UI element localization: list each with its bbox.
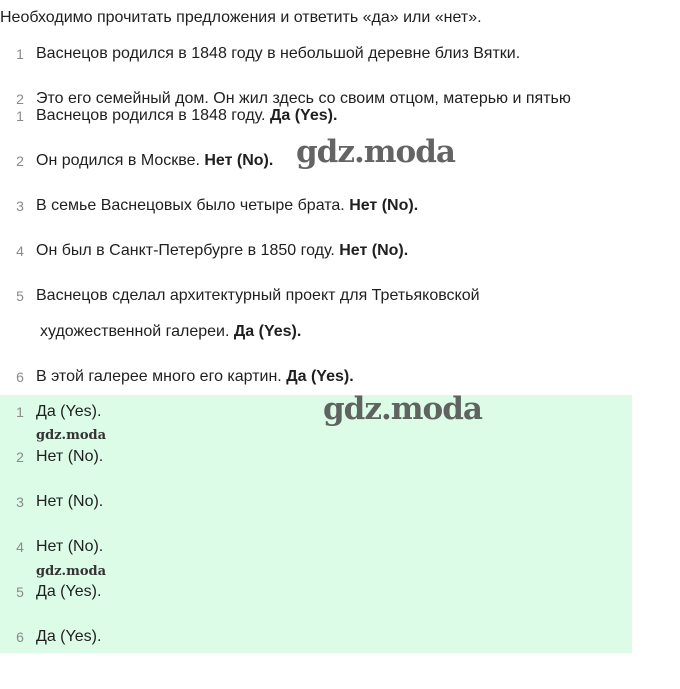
statement-text: В семье Васнецовых было четыре брата. [36, 197, 345, 214]
answer-text: Нет (No). [36, 493, 104, 510]
answer-text: Нет (No). [36, 448, 104, 465]
line-number: 1 [16, 46, 24, 62]
answer-text: Да (Yes). [286, 368, 354, 385]
statement-text: Он родился в Москве. [36, 152, 200, 169]
instruction: Необходимо прочитать предложения и ответить «да» или «нет». [0, 9, 482, 26]
statement-text: Васнецов сделал архитектурный проект для Третьяковской [36, 287, 480, 304]
watermark-logo: gdz.moda [323, 391, 482, 427]
line-number: 1 [16, 404, 24, 420]
line-number: 5 [16, 288, 24, 304]
statement-text: художественной галереи. [40, 323, 230, 340]
answer-text: Да (Yes). [36, 628, 102, 645]
line-number: 3 [16, 198, 24, 214]
statement-text: В этой галерее много его картин. [36, 368, 282, 385]
answer-full-item-5-continuation [40, 321, 301, 343]
line-number: 5 [16, 584, 24, 600]
line-number: 3 [16, 494, 24, 510]
answer-text: Да (Yes). [36, 583, 102, 600]
line-number: 2 [16, 91, 24, 107]
answer-text: Да (Yes). [269, 107, 338, 124]
line-number: 2 [16, 153, 24, 169]
line-number: 2 [16, 449, 24, 465]
line-number: 1 [16, 108, 24, 124]
line-number: 6 [16, 369, 24, 385]
statement-text: Он был в Санкт-Петербурге в 1850 году. [36, 242, 335, 259]
line-number: 4 [16, 539, 24, 555]
watermark-logo: gdz.moda [36, 564, 107, 579]
watermark-logo: gdz.moda [36, 428, 107, 443]
line-number: 4 [16, 243, 24, 259]
answer-text: Нет (No). [204, 152, 274, 169]
answer-text: Да (Yes). [233, 323, 302, 340]
watermark-logo: gdz.moda [296, 134, 455, 170]
answer-text: Нет (No). [339, 242, 409, 259]
line-number: 6 [16, 629, 24, 645]
original-text: Это его семейный дом. Он жил здесь со своим отцом, матерью и пятью [36, 90, 571, 107]
answer-text: Да (Yes). [36, 403, 102, 420]
original-item-2-clipped [0, 80, 680, 107]
original-text: Васнецов родился в 1848 году в небольшой деревне близ Вятки. [36, 45, 521, 62]
answer-text: Нет (No). [349, 197, 419, 214]
statement-text: Васнецов родился в 1848 году. [36, 107, 266, 124]
answer-text: Нет (No). [36, 538, 104, 555]
